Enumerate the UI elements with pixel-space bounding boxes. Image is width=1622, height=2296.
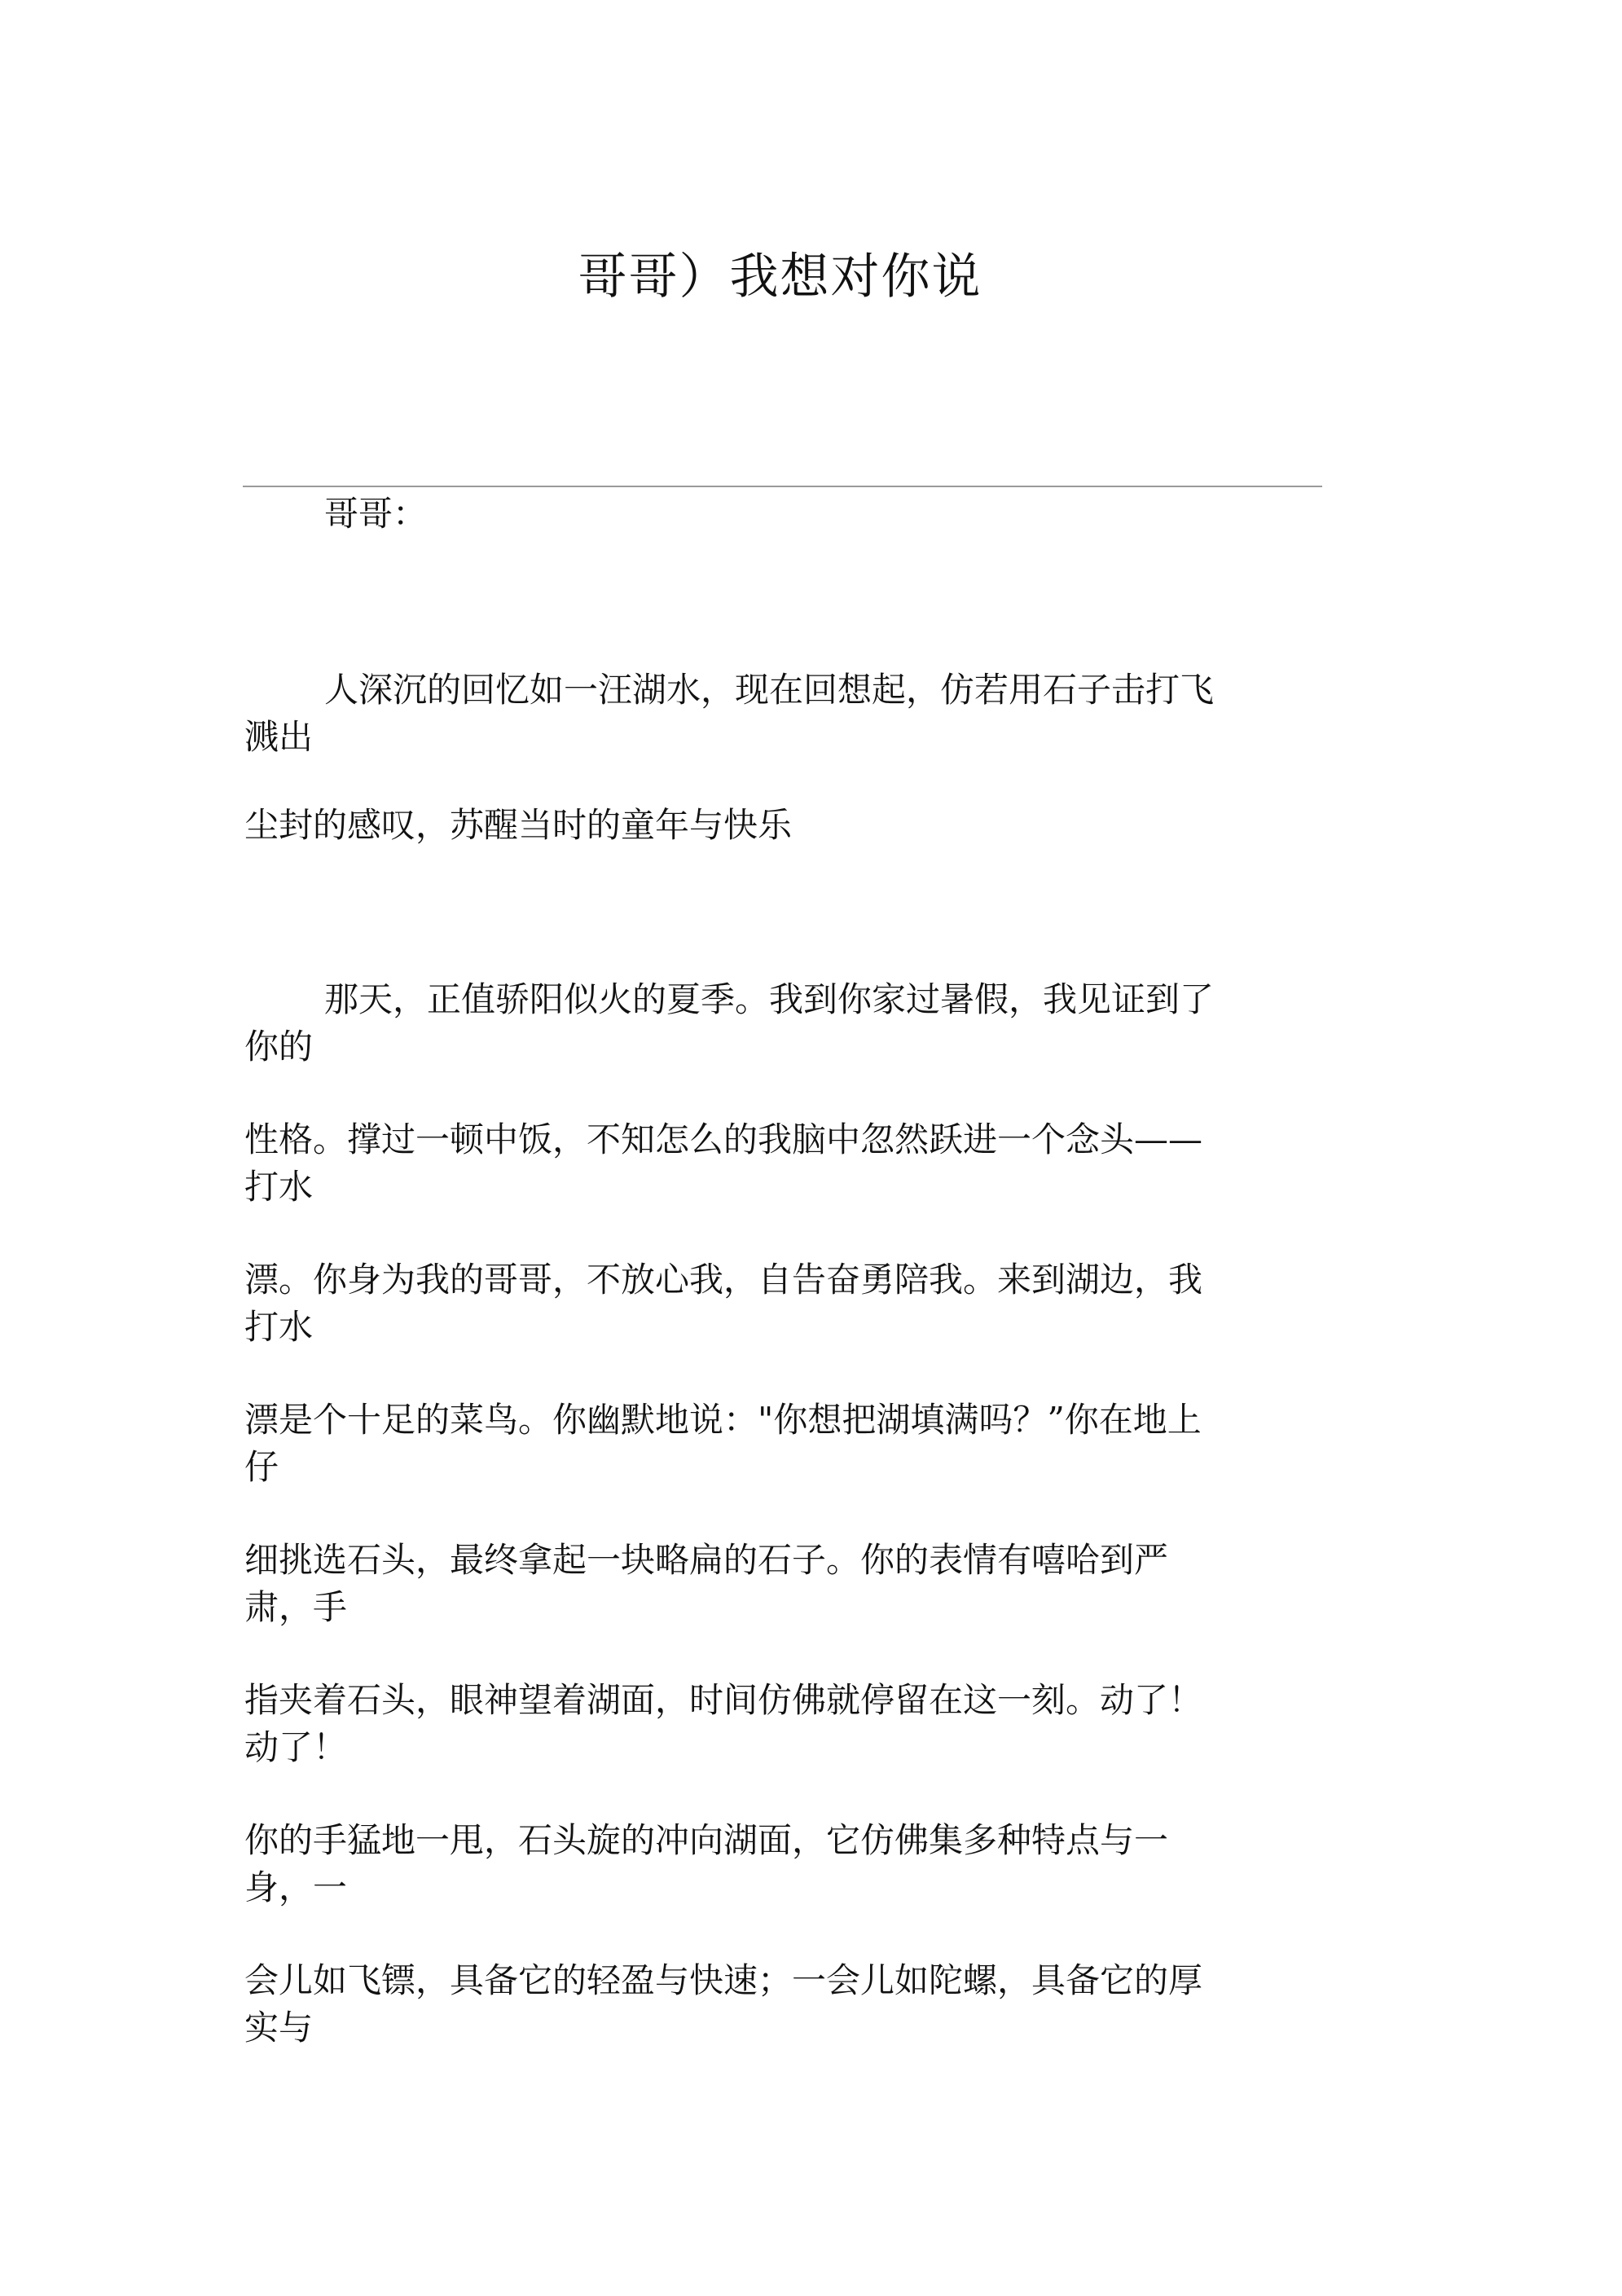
text-line: 尘封的感叹，苏醒当时的童年与快乐 [244,805,793,845]
text-line: 打水 [244,1307,314,1347]
text-line: 漂是个十足的菜鸟。你幽默地说："你想把湖填满吗？”你在地上 [244,1400,1202,1440]
text-line: 实与 [244,2008,314,2047]
text-line: 细挑选石头，最终拿起一块略扁的石子。你的表情有嘻哈到严 [244,1540,1169,1580]
text-line: 肃，手 [244,1587,348,1627]
text-line: 会儿如飞镖，具备它的轻盈与快速；一会儿如陀螺，具备它的厚 [244,1960,1203,2000]
text-line: 指夹着石头，眼神望着湖面，时间仿佛就停留在这一刻。动了！ [244,1680,1203,1720]
horizontal-divider [243,486,1322,487]
text-line: 性格。撑过一顿中饭，不知怎么的我脑中忽然跃进一个念头—— [244,1119,1203,1159]
text-line: 你的 [244,1027,314,1067]
text-line: 漂。你身为我的哥哥，不放心我，自告奋勇陪我。来到湖边，我 [244,1260,1203,1300]
text-line: 动了！ [244,1727,348,1767]
text-line: 人深沉的回忆如一汪湖水，现在回想起，仿若用石子击打飞 [324,670,1215,710]
document-title: 哥哥）我想对你说 [578,249,982,306]
text-line: 身，一 [244,1867,348,1907]
text-line: 你的手猛地一甩，石头旋的冲向湖面，它仿佛集多种特点与一 [244,1820,1169,1860]
text-line: 打水 [244,1167,314,1207]
text-line: 那天，正值骄阳似火的夏季。我到你家过暑假，我见证到了 [324,979,1215,1019]
text-line: 仔 [244,1447,279,1487]
text-line: 溅出 [244,717,314,757]
salutation: 哥哥： [324,494,428,534]
